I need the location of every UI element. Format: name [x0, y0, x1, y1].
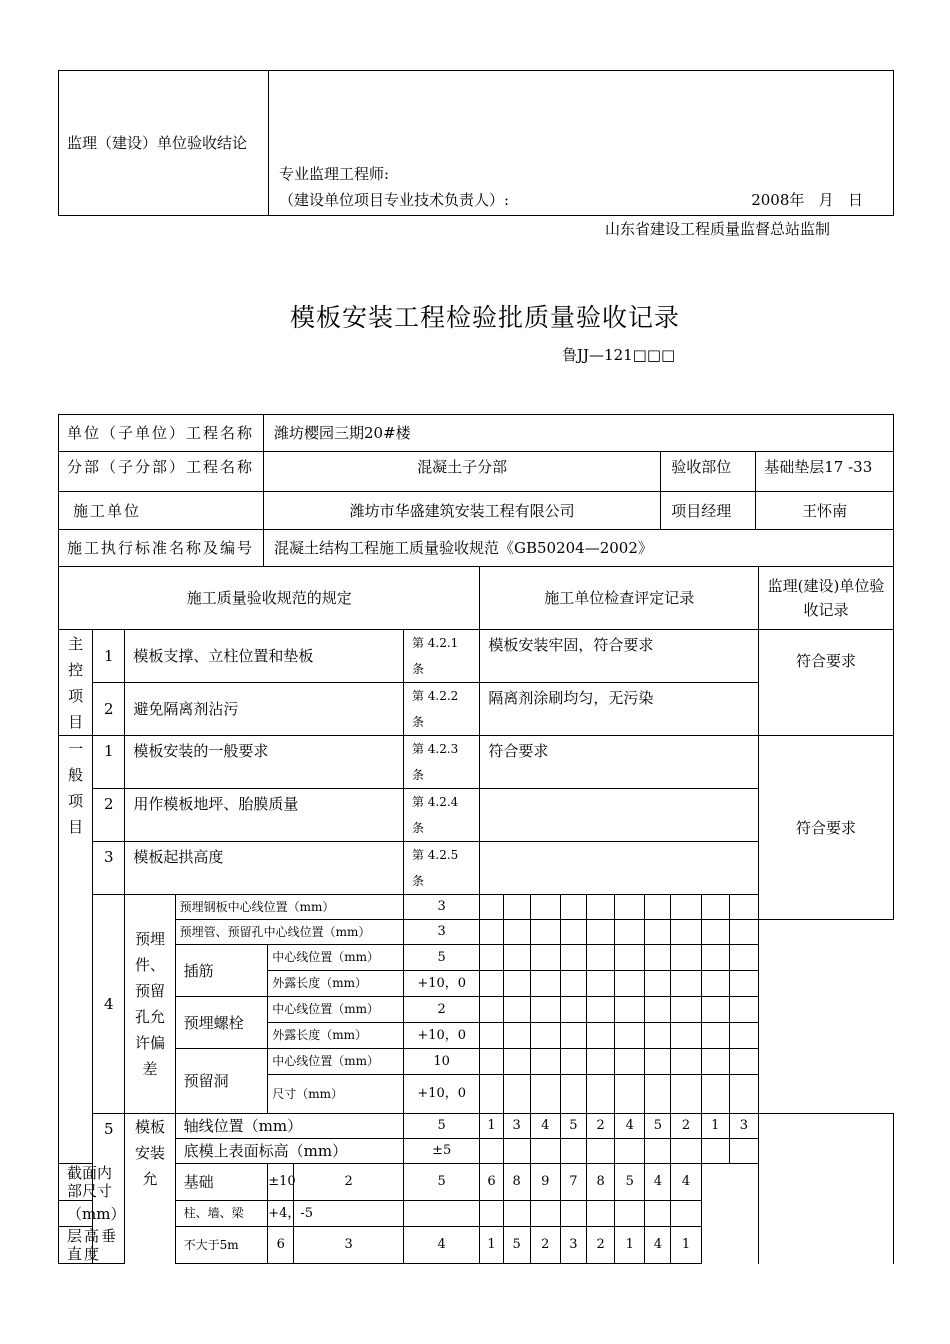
measure-value: 4 [645, 1164, 671, 1201]
embedded-row-desc: 预埋钢板中心线位置（mm） [175, 895, 403, 920]
measure-cell [480, 920, 503, 945]
measure-cell [701, 920, 729, 945]
measure-cell [645, 920, 671, 945]
main-group-label: 主控项目 [59, 630, 93, 736]
measure-cell [701, 1075, 729, 1114]
general-item-desc: 模板安装的一般要求 [125, 736, 404, 789]
measure-value [587, 1201, 615, 1227]
install-row-desc: 底模上表面标高（mm） [175, 1139, 403, 1164]
document-code: 鲁JJ—121□□□ [562, 346, 676, 364]
measure-value [560, 1201, 586, 1227]
sign-date: 2008年 月 日 [751, 191, 863, 209]
measure-cell [560, 1049, 586, 1075]
embedded-row-value: +10，0 [403, 971, 479, 997]
measure-value [480, 1201, 503, 1227]
main-item-record: 隔离剂涂刷均匀，无污染 [480, 683, 759, 736]
measure-cell [587, 971, 615, 997]
embedded-no: 4 [93, 895, 125, 1114]
measure-cell [530, 1075, 560, 1114]
install-row-value: 6 [268, 1227, 294, 1264]
measure-cell [530, 1023, 560, 1049]
measure-value: 4 [530, 1114, 560, 1139]
measure-value [729, 1139, 758, 1164]
measure-cell [615, 1075, 645, 1114]
manager-label: 项目经理 [661, 492, 756, 530]
measure-value: 2 [587, 1114, 615, 1139]
measure-cell [560, 945, 586, 971]
measure-value: 8 [503, 1164, 530, 1201]
conclusion-label-cell [59, 71, 269, 216]
embedded-row-value: +10，0 [403, 1075, 479, 1114]
main-item-no: 2 [93, 683, 125, 736]
supervisor-header: 监理(建设)单位验收记录 [759, 567, 894, 630]
measure-value: 7 [560, 1164, 586, 1201]
measure-cell [645, 1023, 671, 1049]
measure-cell [560, 920, 586, 945]
embedded-row-desc: 外露长度（mm） [268, 1023, 404, 1049]
measure-value: 3 [729, 1114, 758, 1139]
engineer-label: 专业监理工程师: [279, 165, 390, 183]
measure-cell [530, 1049, 560, 1075]
measure-value: 1 [480, 1114, 503, 1139]
measure-cell [530, 945, 560, 971]
measure-cell [645, 971, 671, 997]
main-item-clause: 第 4.2.2 条 [403, 683, 479, 736]
measure-value [480, 1139, 503, 1164]
install-row-value: +4，-5 [268, 1201, 294, 1227]
general-item-no: 1 [93, 736, 125, 789]
measure-cell [480, 1023, 503, 1049]
measure-value [530, 1201, 560, 1227]
measure-cell [560, 997, 586, 1023]
measure-value: 2 [587, 1227, 615, 1264]
install-row-sub: 柱、墙、梁 [175, 1201, 268, 1227]
constructor-value: 潍坊市华盛建筑安装工程有限公司 [264, 492, 661, 530]
embedded-row-value: 3 [403, 895, 479, 920]
measure-cell [503, 971, 530, 997]
measure-cell [671, 1075, 701, 1114]
install-row-sub: 不大于5m [175, 1227, 268, 1264]
install-label: 模板安装允 [125, 1114, 175, 1264]
install-row-desc: （mm） [59, 1201, 125, 1227]
embedded-group: 预留洞 [175, 1049, 268, 1114]
measure-cell [480, 971, 503, 997]
measure-cell [615, 945, 645, 971]
measure-cell [729, 920, 758, 945]
constructor-label: 施工单位 [59, 492, 264, 530]
conclusion-content-cell [269, 71, 894, 216]
general-group-label: 一般项目 [59, 736, 93, 1164]
measure-cell [530, 895, 560, 920]
conclusion-label: 监理（建设）单位验收结论 [67, 134, 248, 152]
measure-cell [645, 945, 671, 971]
measure-value [615, 1201, 645, 1227]
measure-cell [645, 895, 671, 920]
measure-cell [729, 1023, 758, 1049]
measure-value: 2 [530, 1227, 560, 1264]
measure-cell [503, 1023, 530, 1049]
measure-cell [480, 1049, 503, 1075]
measure-value: 5 [615, 1164, 645, 1201]
measure-cell [560, 1023, 586, 1049]
embedded-group: 预埋螺栓 [175, 997, 268, 1049]
conclusion-table [58, 70, 894, 216]
measure-cell [560, 971, 586, 997]
measure-value: 1 [480, 1227, 503, 1264]
general-item-no: 3 [93, 842, 125, 895]
measure-cell [503, 1049, 530, 1075]
measure-cell [587, 1023, 615, 1049]
measure-cell [645, 1049, 671, 1075]
general-item-clause: 第 4.2.3 条 [403, 736, 479, 789]
embedded-row-desc: 预埋管、预留孔中心线位置（mm） [175, 920, 403, 945]
measure-value: 1 [671, 1227, 701, 1264]
project-label: 单位（子单位）工程名称 [59, 415, 264, 452]
main-item-no: 1 [93, 630, 125, 683]
responsible-label: （建设单位项目专业技术负责人）: [279, 191, 510, 209]
measure-cell [701, 895, 729, 920]
measure-value: 4 [671, 1164, 701, 1201]
measure-cell [560, 1075, 586, 1114]
measure-value: 4 [615, 1114, 645, 1139]
measure-value: 4 [403, 1227, 479, 1264]
measure-value [671, 1139, 701, 1164]
part-label: 验收部位 [661, 452, 756, 492]
general-item-clause: 第 4.2.5 条 [403, 842, 479, 895]
measure-value [503, 1139, 530, 1164]
subdivision-label: 分部（子分部）工程名称 [59, 452, 264, 492]
manager-value: 王怀南 [756, 492, 894, 530]
measure-cell [729, 945, 758, 971]
general-item-record [480, 842, 759, 895]
measure-cell [587, 1075, 615, 1114]
measure-cell [615, 971, 645, 997]
measure-cell [503, 997, 530, 1023]
measure-value [671, 1201, 701, 1227]
measure-cell [671, 971, 701, 997]
install-row-value: ±5 [403, 1139, 479, 1164]
embedded-group: 插筋 [175, 945, 268, 997]
general-item-record: 符合要求 [480, 736, 759, 789]
main-item-clause: 第 4.2.1 条 [403, 630, 479, 683]
embedded-row-value: 2 [403, 997, 479, 1023]
measure-cell [729, 1075, 758, 1114]
subdivision-value: 混凝土子分部 [264, 452, 661, 492]
measure-value [560, 1139, 586, 1164]
measure-value [645, 1201, 671, 1227]
inspection-table [58, 566, 894, 1264]
measure-cell [503, 895, 530, 920]
measure-value: 5 [403, 1164, 479, 1201]
general-item-desc: 模板起拱高度 [125, 842, 404, 895]
measure-cell [671, 895, 701, 920]
measure-cell [615, 920, 645, 945]
measure-value [503, 1201, 530, 1227]
measure-value: 5 [560, 1114, 586, 1139]
main-item-record: 模板安装牢固，符合要求 [480, 630, 759, 683]
embedded-row-desc: 中心线位置（mm） [268, 945, 404, 971]
main-item-desc: 避免隔离剂沾污 [125, 683, 404, 736]
measure-cell [615, 997, 645, 1023]
measure-value: 5 [503, 1227, 530, 1264]
general-item-desc: 用作模板地坪、胎膜质量 [125, 789, 404, 842]
measure-value [587, 1139, 615, 1164]
install-no: 5 [93, 1114, 125, 1264]
measure-cell [701, 971, 729, 997]
measure-value [701, 1139, 729, 1164]
measure-value [615, 1139, 645, 1164]
document-title: 模板安装工程检验批质量验收记录 [290, 303, 681, 332]
general-item-record [480, 789, 759, 842]
measure-cell [701, 1023, 729, 1049]
measure-cell [701, 945, 729, 971]
measure-value [403, 1201, 479, 1227]
measure-value: 4 [645, 1227, 671, 1264]
embedded-row-value: 5 [403, 945, 479, 971]
install-row-value: 5 [403, 1114, 479, 1139]
standard-value: 混凝土结构工程施工质量验收规范《GB50204—2002》 [264, 530, 894, 567]
measure-cell [671, 920, 701, 945]
measure-cell [587, 945, 615, 971]
measure-cell [671, 1023, 701, 1049]
measure-value [645, 1139, 671, 1164]
measure-cell [560, 895, 586, 920]
install-result [759, 1114, 894, 1264]
measure-cell [480, 945, 503, 971]
general-item-no: 2 [93, 789, 125, 842]
standard-label: 施工执行标准名称及编号 [59, 530, 264, 567]
measure-value: 6 [480, 1164, 503, 1201]
measure-cell [480, 1075, 503, 1114]
embedded-row-desc: 中心线位置（mm） [268, 1049, 404, 1075]
measure-cell [729, 1049, 758, 1075]
measure-cell [587, 920, 615, 945]
measure-cell [729, 971, 758, 997]
measure-cell [671, 997, 701, 1023]
embedded-row-desc: 外露长度（mm） [268, 971, 404, 997]
measure-value: 2 [294, 1164, 404, 1201]
install-row-desc: 轴线位置（mm） [175, 1114, 403, 1139]
measure-cell [587, 1049, 615, 1075]
measure-value: 1 [615, 1227, 645, 1264]
embedded-row-value: 10 [403, 1049, 479, 1075]
measure-value: 8 [587, 1164, 615, 1201]
embedded-row-desc: 中心线位置（mm） [268, 997, 404, 1023]
header-table [58, 414, 894, 567]
measure-cell [615, 1049, 645, 1075]
measure-cell [671, 1049, 701, 1075]
measure-cell [701, 997, 729, 1023]
install-row-value: ±10 [268, 1164, 294, 1201]
measure-cell [701, 1049, 729, 1075]
install-row-sub: 基础 [175, 1164, 268, 1201]
measure-cell [729, 997, 758, 1023]
measure-cell [503, 945, 530, 971]
measure-cell [530, 920, 560, 945]
spec-header: 施工质量验收规范的规定 [59, 567, 480, 630]
measure-cell [587, 997, 615, 1023]
measure-cell [645, 1075, 671, 1114]
measure-value [530, 1139, 560, 1164]
measure-cell [615, 895, 645, 920]
embedded-row-desc: 尺寸（mm） [268, 1075, 404, 1114]
measure-cell [530, 971, 560, 997]
measure-cell [645, 997, 671, 1023]
embedded-row-value: 3 [403, 920, 479, 945]
measure-cell [587, 895, 615, 920]
main-item-desc: 模板支撑、立柱位置和垫板 [125, 630, 404, 683]
embedded-row-value: +10，0 [403, 1023, 479, 1049]
measure-cell [503, 920, 530, 945]
main-result: 符合要求 [759, 630, 894, 736]
measure-cell [530, 997, 560, 1023]
install-row-desc: 截面内部尺寸 [59, 1164, 125, 1201]
measure-value: 3 [560, 1227, 586, 1264]
measure-value: 9 [530, 1164, 560, 1201]
measure-cell [480, 895, 503, 920]
project-value: 潍坊樱园三期20#楼 [264, 415, 894, 452]
measure-value: 3 [503, 1114, 530, 1139]
measure-cell [480, 997, 503, 1023]
embedded-label: 预埋件、预留孔允许偏差 [125, 895, 175, 1114]
measure-cell [503, 1075, 530, 1114]
measure-cell [671, 945, 701, 971]
measure-value: 2 [671, 1114, 701, 1139]
measure-cell [729, 895, 758, 920]
measure-cell [615, 1023, 645, 1049]
measure-value: 1 [701, 1114, 729, 1139]
measure-value: 5 [645, 1114, 671, 1139]
general-item-clause: 第 4.2.4 条 [403, 789, 479, 842]
measure-value: 3 [294, 1227, 404, 1264]
install-row-desc: 层高垂直度 [59, 1227, 125, 1264]
record-header: 施工单位检查评定记录 [480, 567, 759, 630]
general-result: 符合要求 [759, 736, 894, 920]
issuer-text: 山东省建设工程质量监督总站监制 [605, 220, 831, 238]
part-value: 基础垫层17 -33 [756, 452, 894, 492]
